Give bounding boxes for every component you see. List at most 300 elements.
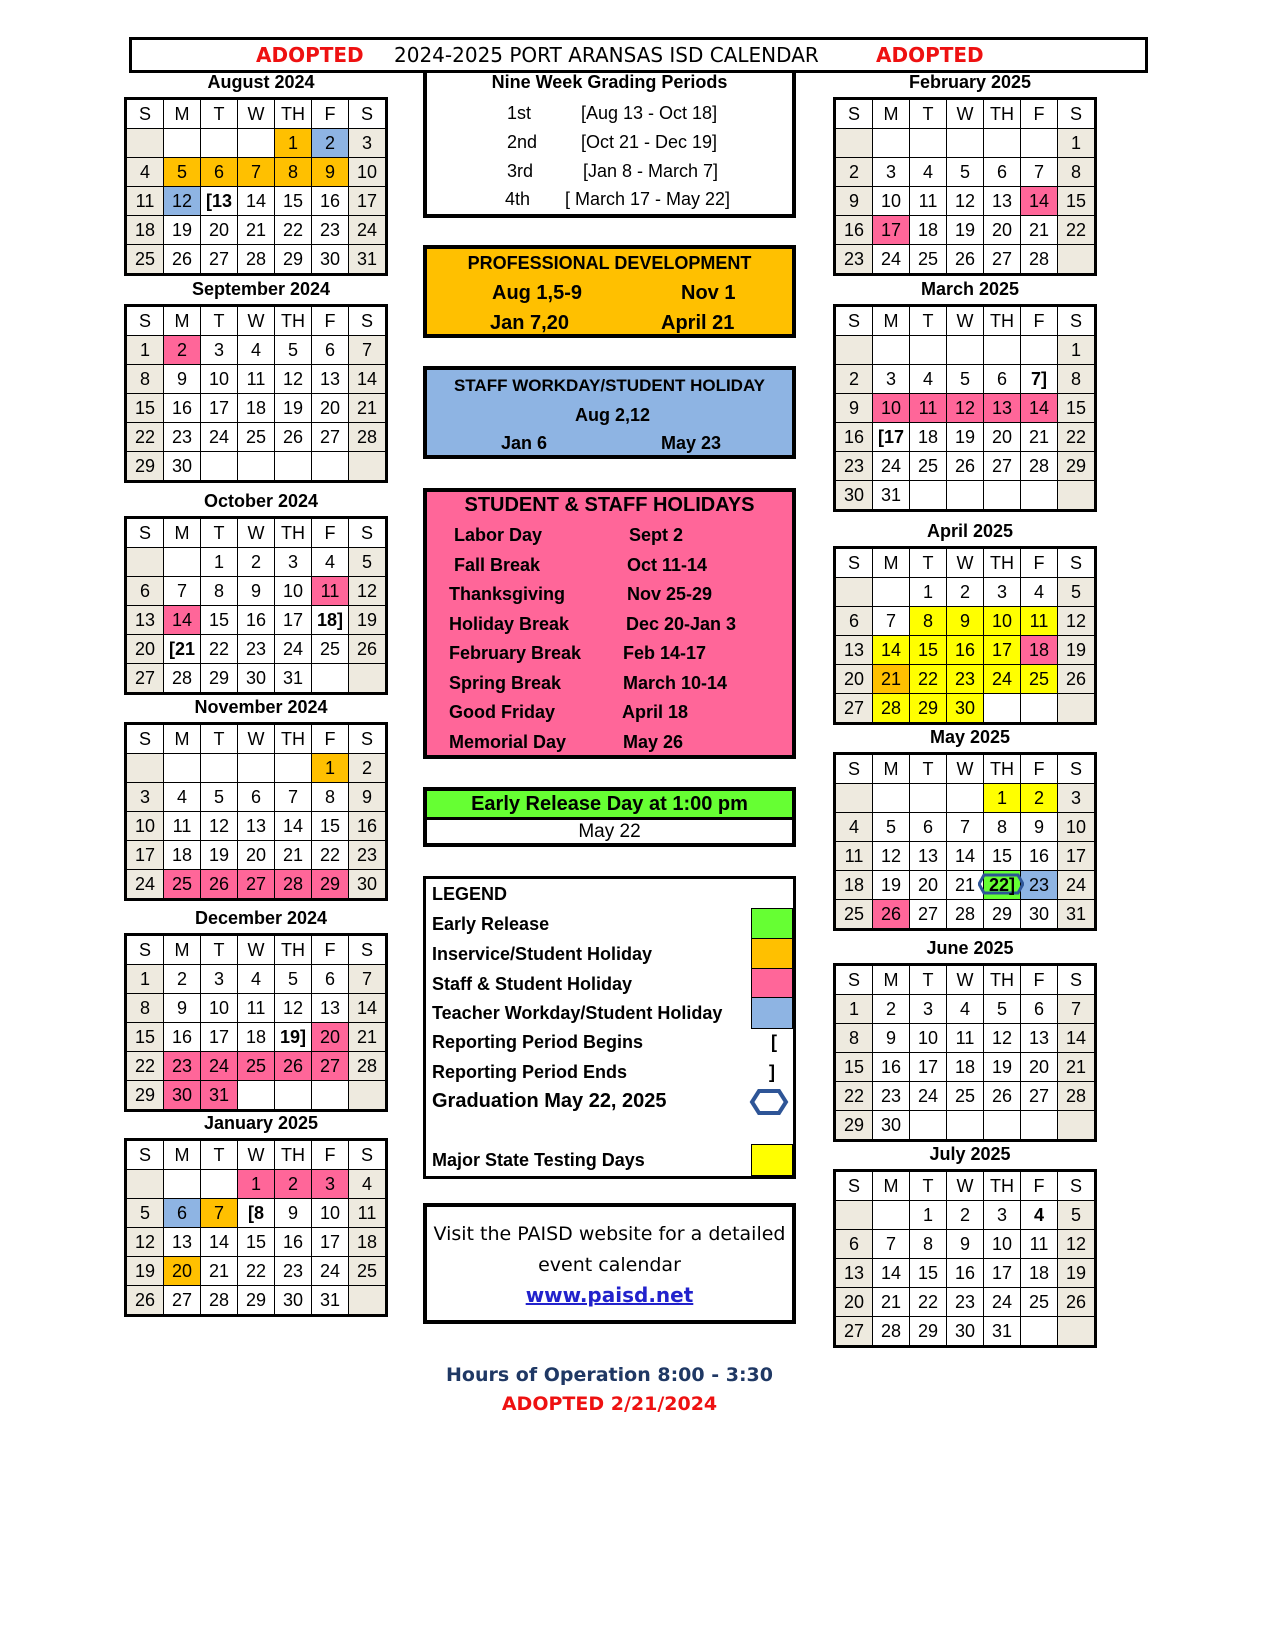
empty-cell bbox=[312, 1081, 349, 1111]
holiday-date: April 18 bbox=[622, 702, 689, 722]
weekday-header: S bbox=[126, 935, 164, 965]
day-cell: 3 bbox=[126, 783, 164, 812]
day-cell: 18 bbox=[126, 216, 164, 245]
weekday-header: W bbox=[947, 754, 984, 784]
month-title-feb: February 2025 bbox=[908, 72, 1032, 92]
day-cell: 30 bbox=[873, 1111, 910, 1141]
week-row bbox=[126, 577, 387, 606]
day-cell: 24 bbox=[984, 665, 1021, 694]
day-cell: 29 bbox=[984, 900, 1021, 930]
day-cell: 6 bbox=[835, 607, 873, 636]
empty-cell bbox=[835, 578, 873, 607]
day-cell: 26 bbox=[984, 1082, 1021, 1111]
day-cell: 22 bbox=[835, 1082, 873, 1111]
day-cell: 23 bbox=[947, 665, 984, 694]
day-cell: 7 bbox=[1058, 995, 1096, 1024]
day-cell: 26 bbox=[947, 452, 984, 481]
week-row bbox=[126, 548, 387, 577]
adopted-left: ADOPTED bbox=[256, 43, 364, 67]
day-cell: 20 bbox=[835, 1288, 873, 1317]
day-cell: 8 bbox=[312, 783, 349, 812]
day-cell: 17 bbox=[126, 841, 164, 870]
day-cell: 3 bbox=[910, 995, 947, 1024]
day-cell: 17 bbox=[201, 1023, 238, 1052]
day-cell: 8 bbox=[201, 577, 238, 606]
day-cell: 5 bbox=[349, 548, 387, 577]
day-cell: 16 bbox=[835, 216, 873, 245]
day-cell: 27 bbox=[201, 245, 238, 275]
day-cell: 5 bbox=[275, 336, 312, 365]
week-row bbox=[835, 1230, 1096, 1259]
day-cell: 31 bbox=[201, 1081, 238, 1111]
day-cell: 16 bbox=[947, 1259, 984, 1288]
day-cell: 30 bbox=[164, 1081, 201, 1111]
day-cell: 17 bbox=[312, 1228, 349, 1257]
empty-cell bbox=[238, 452, 275, 482]
day-cell: 1 bbox=[1058, 336, 1096, 365]
weekday-header: M bbox=[164, 1140, 201, 1170]
day-cell: 4 bbox=[238, 336, 275, 365]
weekday-header: M bbox=[164, 724, 201, 754]
week-row bbox=[835, 216, 1096, 245]
grading-label-1: 1st bbox=[507, 103, 532, 123]
empty-cell bbox=[349, 664, 387, 694]
day-cell: 18 bbox=[910, 216, 947, 245]
day-cell: 7 bbox=[349, 965, 387, 994]
weekday-header: T bbox=[201, 99, 238, 129]
early-release-box bbox=[423, 787, 796, 847]
weekday-header: M bbox=[873, 306, 910, 336]
week-row bbox=[126, 1170, 387, 1199]
day-cell: 27 bbox=[126, 664, 164, 694]
empty-cell bbox=[1021, 336, 1058, 365]
day-cell: 6 bbox=[1021, 995, 1058, 1024]
week-row bbox=[835, 158, 1096, 187]
day-cell: 11 bbox=[947, 1024, 984, 1053]
grading-periods-box bbox=[423, 70, 796, 218]
day-cell: 26 bbox=[349, 635, 387, 664]
weekday-header: M bbox=[873, 754, 910, 784]
grading-range-1: [Aug 13 - Oct 18] bbox=[581, 103, 718, 123]
legend-title: LEGEND bbox=[432, 884, 508, 904]
week-row bbox=[126, 783, 387, 812]
legend-staff-swatch bbox=[751, 968, 793, 1000]
day-cell: 26 bbox=[164, 245, 201, 275]
day-cell: 10 bbox=[201, 365, 238, 394]
day-cell: 7 bbox=[349, 336, 387, 365]
day-cell: 30 bbox=[275, 1286, 312, 1316]
day-cell: 26 bbox=[201, 870, 238, 900]
week-row bbox=[126, 394, 387, 423]
week-row bbox=[835, 1082, 1096, 1111]
day-cell: 14 bbox=[238, 187, 275, 216]
day-cell: 30 bbox=[947, 694, 984, 724]
day-cell: 19 bbox=[349, 606, 387, 635]
day-cell: 19 bbox=[984, 1053, 1021, 1082]
day-cell: 19 bbox=[1058, 636, 1096, 665]
weekday-header: F bbox=[312, 724, 349, 754]
day-cell: 5 bbox=[201, 783, 238, 812]
holiday-name: Good Friday bbox=[449, 702, 556, 722]
week-row bbox=[835, 900, 1096, 930]
day-cell: 28 bbox=[1021, 245, 1058, 275]
month-title-sep: September 2024 bbox=[191, 279, 331, 299]
day-cell: 15 bbox=[910, 1259, 947, 1288]
day-cell: 26 bbox=[275, 1052, 312, 1081]
day-cell: 10 bbox=[873, 394, 910, 423]
day-cell: 1 bbox=[910, 1201, 947, 1230]
day-cell: 6 bbox=[201, 158, 238, 187]
day-cell: 20 bbox=[312, 394, 349, 423]
day-cell: 16 bbox=[238, 606, 275, 635]
day-cell: 28 bbox=[164, 664, 201, 694]
day-cell: 3 bbox=[984, 1201, 1021, 1230]
day-cell: 1 bbox=[238, 1170, 275, 1199]
adopted-date: ADOPTED 2/21/2024 bbox=[501, 1393, 718, 1415]
weekday-header: S bbox=[126, 99, 164, 129]
weekday-header: S bbox=[835, 99, 873, 129]
weekday-header: S bbox=[835, 754, 873, 784]
empty-cell bbox=[835, 1201, 873, 1230]
day-cell: 27 bbox=[1021, 1082, 1058, 1111]
day-cell: 23 bbox=[835, 452, 873, 481]
day-cell: 14 bbox=[1021, 187, 1058, 216]
month-title-jun: June 2025 bbox=[926, 938, 1014, 958]
month-title-aug: August 2024 bbox=[207, 72, 315, 92]
day-cell: 2 bbox=[947, 1201, 984, 1230]
legend-box bbox=[423, 876, 796, 1179]
weekday-header: F bbox=[312, 935, 349, 965]
day-cell: 14 bbox=[201, 1228, 238, 1257]
day-cell: 24 bbox=[910, 1082, 947, 1111]
week-row bbox=[835, 694, 1096, 724]
day-cell: 16 bbox=[164, 394, 201, 423]
day-cell: 1 bbox=[835, 995, 873, 1024]
day-cell: 1 bbox=[126, 336, 164, 365]
empty-cell bbox=[238, 754, 275, 783]
week-row bbox=[835, 1259, 1096, 1288]
day-cell: 12 bbox=[984, 1024, 1021, 1053]
website-line-1: Visit the PAISD website for a detailed bbox=[433, 1223, 786, 1245]
day-cell: 20 bbox=[984, 216, 1021, 245]
day-cell: 14 bbox=[873, 1259, 910, 1288]
day-cell: 12 bbox=[947, 394, 984, 423]
day-cell: 17 bbox=[349, 187, 387, 216]
day-cell: 3 bbox=[1058, 784, 1096, 813]
day-cell: 29 bbox=[126, 452, 164, 482]
day-cell: 28 bbox=[947, 900, 984, 930]
empty-cell bbox=[1058, 245, 1096, 275]
empty-cell bbox=[201, 452, 238, 482]
empty-cell bbox=[1058, 1111, 1096, 1141]
day-cell: 4 bbox=[238, 965, 275, 994]
day-cell: 13 bbox=[910, 842, 947, 871]
weekday-header: TH bbox=[275, 99, 312, 129]
day-cell: 17 bbox=[1058, 842, 1096, 871]
day-cell: 14 bbox=[1058, 1024, 1096, 1053]
day-cell: 23 bbox=[238, 635, 275, 664]
day-cell: 24 bbox=[349, 216, 387, 245]
empty-cell bbox=[126, 754, 164, 783]
legend-teacher-label: Teacher Workday/Student Holiday bbox=[432, 1003, 723, 1023]
weekday-header: F bbox=[1021, 548, 1058, 578]
month-title-jul: July 2025 bbox=[929, 1144, 1011, 1164]
day-cell: 10 bbox=[984, 607, 1021, 636]
day-cell: 4 bbox=[349, 1170, 387, 1199]
weekday-header: M bbox=[164, 306, 201, 336]
day-cell: 26 bbox=[126, 1286, 164, 1316]
legend-ends-label: Reporting Period Ends bbox=[432, 1062, 628, 1082]
prodev-title: PROFESSIONAL DEVELOPMENT bbox=[467, 253, 752, 273]
day-cell: 3 bbox=[312, 1170, 349, 1199]
day-cell: 13 bbox=[835, 1259, 873, 1288]
empty-cell bbox=[910, 336, 947, 365]
day-cell: 17 bbox=[984, 636, 1021, 665]
empty-cell bbox=[984, 694, 1021, 724]
week-row bbox=[126, 994, 387, 1023]
day-cell: 2 bbox=[275, 1170, 312, 1199]
month-grid-sep bbox=[124, 304, 388, 483]
day-cell: 13 bbox=[164, 1228, 201, 1257]
week-row bbox=[835, 842, 1096, 871]
week-row bbox=[126, 754, 387, 783]
day-cell: 31 bbox=[275, 664, 312, 694]
holiday-name: Labor Day bbox=[454, 525, 543, 545]
empty-cell bbox=[1021, 1317, 1058, 1347]
week-row bbox=[126, 452, 387, 482]
day-cell: 6 bbox=[238, 783, 275, 812]
day-cell: 31 bbox=[349, 245, 387, 275]
day-cell: 21 bbox=[1021, 423, 1058, 452]
day-cell: 30 bbox=[312, 245, 349, 275]
website-link[interactable]: www.paisd.net bbox=[525, 1283, 694, 1307]
day-cell: 6 bbox=[910, 813, 947, 842]
weekday-header: TH bbox=[275, 724, 312, 754]
day-cell: 3 bbox=[275, 548, 312, 577]
day-cell: 11 bbox=[1021, 607, 1058, 636]
day-cell: 5 bbox=[1058, 578, 1096, 607]
day-cell: 12 bbox=[126, 1228, 164, 1257]
week-row bbox=[126, 664, 387, 694]
week-row bbox=[835, 365, 1096, 394]
day-cell: 25 bbox=[947, 1082, 984, 1111]
empty-cell bbox=[873, 1201, 910, 1230]
legend-begins-symbol: [ bbox=[771, 1032, 777, 1052]
holidays-box bbox=[423, 488, 796, 759]
weekday-header: W bbox=[238, 306, 275, 336]
day-cell: 16 bbox=[1021, 842, 1058, 871]
day-cell: 5 bbox=[1058, 1201, 1096, 1230]
empty-cell bbox=[275, 1081, 312, 1111]
day-cell: 3 bbox=[349, 129, 387, 158]
empty-cell bbox=[1021, 1111, 1058, 1141]
day-cell: 25 bbox=[835, 900, 873, 930]
day-cell: 21 bbox=[349, 1023, 387, 1052]
grading-title: Nine Week Grading Periods bbox=[491, 72, 728, 92]
day-cell: 4 bbox=[910, 158, 947, 187]
weekday-header: S bbox=[349, 306, 387, 336]
day-cell: 17 bbox=[275, 606, 312, 635]
day-cell: 19 bbox=[1058, 1259, 1096, 1288]
month-grid-aug bbox=[124, 97, 388, 276]
day-cell: 21 bbox=[201, 1257, 238, 1286]
day-cell: 28 bbox=[1058, 1082, 1096, 1111]
day-cell: 5 bbox=[275, 965, 312, 994]
day-cell: 19] bbox=[275, 1023, 312, 1052]
day-cell: 25 bbox=[312, 635, 349, 664]
day-cell: 28 bbox=[275, 870, 312, 900]
weekday-header: W bbox=[238, 935, 275, 965]
day-cell: 23 bbox=[275, 1257, 312, 1286]
day-cell: 25 bbox=[910, 245, 947, 275]
empty-cell bbox=[910, 129, 947, 158]
empty-cell bbox=[947, 481, 984, 511]
day-cell: 8 bbox=[1058, 158, 1096, 187]
week-row bbox=[126, 870, 387, 900]
weekday-header: W bbox=[947, 1171, 984, 1201]
week-row bbox=[835, 1201, 1096, 1230]
empty-cell bbox=[312, 664, 349, 694]
day-cell: 17 bbox=[873, 216, 910, 245]
day-cell: 11 bbox=[349, 1199, 387, 1228]
empty-cell bbox=[201, 754, 238, 783]
month-grid-apr bbox=[833, 546, 1097, 725]
weekday-header: S bbox=[349, 935, 387, 965]
weekday-header: W bbox=[238, 1140, 275, 1170]
week-row bbox=[126, 336, 387, 365]
day-cell: 20 bbox=[1021, 1053, 1058, 1082]
empty-cell bbox=[164, 129, 201, 158]
day-cell: 9 bbox=[947, 607, 984, 636]
day-cell: 18 bbox=[947, 1053, 984, 1082]
day-cell: 28 bbox=[873, 694, 910, 724]
day-cell: 25 bbox=[238, 423, 275, 452]
day-cell: 24 bbox=[312, 1257, 349, 1286]
day-cell: 19 bbox=[947, 423, 984, 452]
month-grid-jul bbox=[833, 1169, 1097, 1348]
weekday-header: T bbox=[910, 99, 947, 129]
empty-cell bbox=[164, 1170, 201, 1199]
day-cell: 14 bbox=[349, 365, 387, 394]
day-cell: 11 bbox=[126, 187, 164, 216]
weekday-header: TH bbox=[984, 754, 1021, 784]
weekday-header: M bbox=[873, 548, 910, 578]
day-cell: 2 bbox=[1021, 784, 1058, 813]
day-cell: 7 bbox=[201, 1199, 238, 1228]
day-cell: 15 bbox=[126, 394, 164, 423]
empty-cell bbox=[164, 548, 201, 577]
weekday-header: S bbox=[835, 548, 873, 578]
day-cell: 28 bbox=[873, 1317, 910, 1347]
empty-cell bbox=[1021, 129, 1058, 158]
day-cell: 28 bbox=[1021, 452, 1058, 481]
day-cell: 6 bbox=[126, 577, 164, 606]
day-cell: 4 bbox=[1021, 1201, 1058, 1230]
day-cell: 29 bbox=[275, 245, 312, 275]
day-cell: 23 bbox=[164, 1052, 201, 1081]
month-grid-jun bbox=[833, 963, 1097, 1142]
day-cell: 24 bbox=[873, 245, 910, 275]
day-cell: 6 bbox=[312, 965, 349, 994]
day-cell: 6 bbox=[984, 365, 1021, 394]
weekday-header: W bbox=[947, 99, 984, 129]
day-cell: 16 bbox=[275, 1228, 312, 1257]
weekday-header: S bbox=[835, 1171, 873, 1201]
weekday-header: S bbox=[1058, 548, 1096, 578]
legend-grad-label: Graduation May 22, 2025 bbox=[432, 1090, 667, 1112]
day-cell: [8 bbox=[238, 1199, 275, 1228]
week-row bbox=[835, 1288, 1096, 1317]
day-cell: 19 bbox=[873, 871, 910, 900]
day-cell: 28 bbox=[238, 245, 275, 275]
day-cell: 11 bbox=[910, 394, 947, 423]
legend-testing-label: Major State Testing Days bbox=[432, 1150, 645, 1170]
day-cell: 29 bbox=[312, 870, 349, 900]
weekday-header: T bbox=[910, 965, 947, 995]
empty-cell bbox=[238, 1081, 275, 1111]
week-row bbox=[126, 1286, 387, 1316]
grading-range-2: [Oct 21 - Dec 19] bbox=[581, 132, 718, 152]
day-cell: 23 bbox=[947, 1288, 984, 1317]
empty-cell bbox=[947, 336, 984, 365]
day-cell: 11 bbox=[312, 577, 349, 606]
day-cell: 22 bbox=[275, 216, 312, 245]
empty-cell bbox=[984, 129, 1021, 158]
day-cell: 8 bbox=[835, 1024, 873, 1053]
day-cell: 11 bbox=[1021, 1230, 1058, 1259]
empty-cell bbox=[1058, 481, 1096, 511]
weekday-header: F bbox=[1021, 99, 1058, 129]
day-cell: 12 bbox=[349, 577, 387, 606]
weekday-header: F bbox=[312, 1140, 349, 1170]
day-cell: 15 bbox=[275, 187, 312, 216]
day-cell: 13 bbox=[126, 606, 164, 635]
holiday-date: Sept 2 bbox=[629, 525, 684, 545]
day-cell: 23 bbox=[349, 841, 387, 870]
day-cell: 15 bbox=[1058, 187, 1096, 216]
weekday-header: S bbox=[835, 306, 873, 336]
empty-cell bbox=[1021, 481, 1058, 511]
day-cell: 12 bbox=[1058, 1230, 1096, 1259]
day-cell: 25 bbox=[349, 1257, 387, 1286]
weekday-header: M bbox=[873, 965, 910, 995]
weekday-header: W bbox=[947, 548, 984, 578]
day-cell: 8 bbox=[984, 813, 1021, 842]
day-cell: 16 bbox=[349, 812, 387, 841]
weekday-header: S bbox=[1058, 99, 1096, 129]
month-title-may: May 2025 bbox=[929, 727, 1011, 747]
weekday-header: TH bbox=[984, 306, 1021, 336]
holiday-name: Fall Break bbox=[454, 554, 541, 575]
weekday-header: T bbox=[910, 548, 947, 578]
week-row bbox=[835, 995, 1096, 1024]
empty-cell bbox=[910, 481, 947, 511]
day-cell: 10 bbox=[201, 994, 238, 1023]
holiday-date: Oct 11-14 bbox=[627, 554, 708, 575]
day-cell: 26 bbox=[873, 900, 910, 930]
month-grid-feb bbox=[833, 97, 1097, 276]
day-cell: 20 bbox=[126, 635, 164, 664]
week-row bbox=[126, 1052, 387, 1081]
day-cell: 25 bbox=[238, 1052, 275, 1081]
weekday-header: W bbox=[238, 99, 275, 129]
week-row bbox=[126, 1257, 387, 1286]
grading-label-4: 4th bbox=[505, 189, 531, 209]
week-row bbox=[835, 607, 1096, 636]
day-cell: 10 bbox=[873, 187, 910, 216]
day-cell: 30 bbox=[349, 870, 387, 900]
weekday-header: M bbox=[164, 99, 201, 129]
